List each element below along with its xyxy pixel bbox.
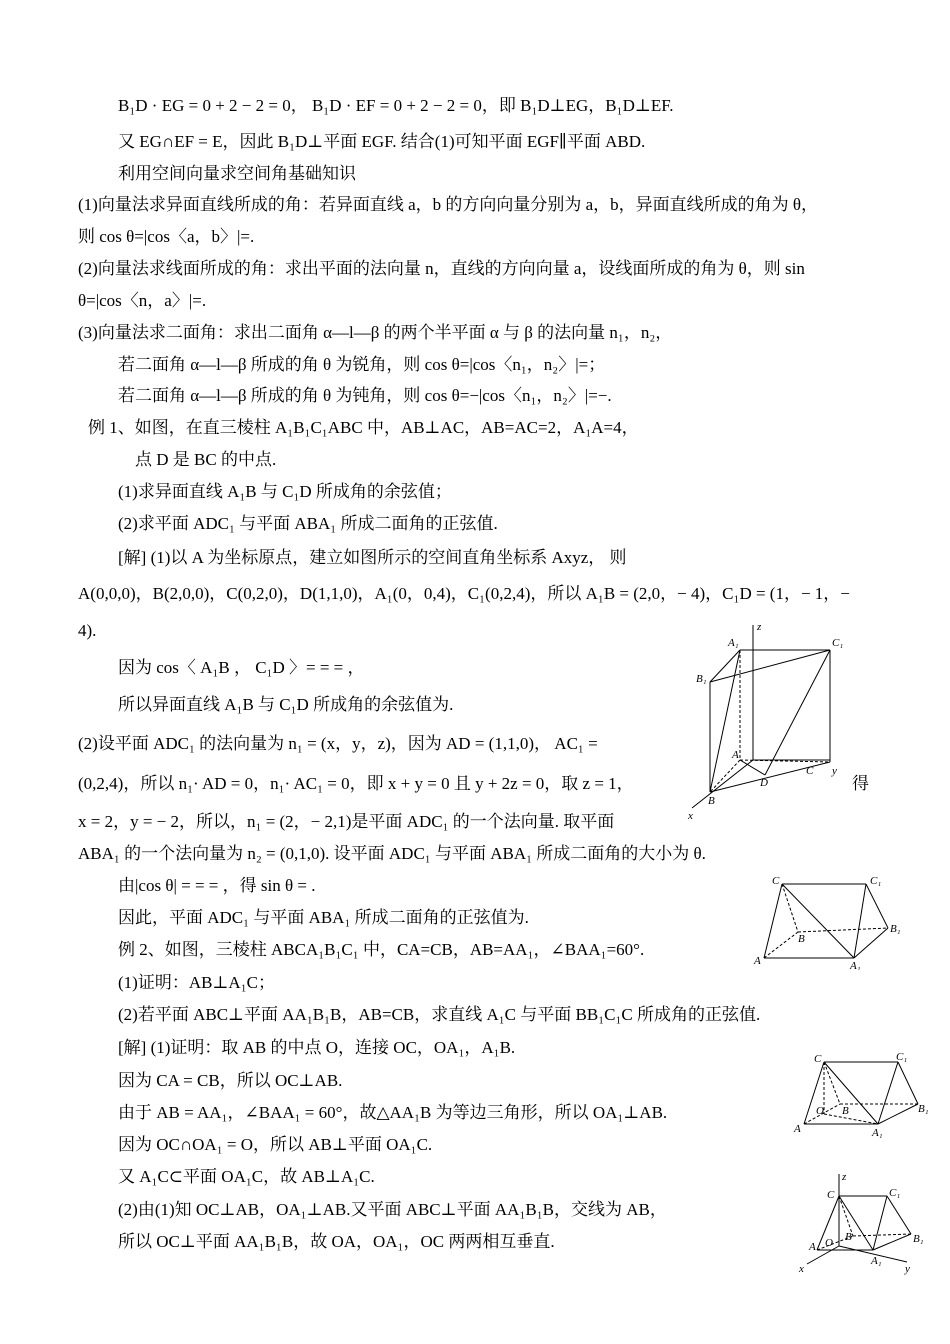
fig1-label-A1: A₁ [728,637,739,649]
fig1-label-C: C [806,765,814,777]
fig2-label-C: C [772,875,780,887]
fig1-label-B1: B₁ [696,673,707,685]
fig3-label-B1: B₁ [918,1103,929,1115]
text-line: 若二面角 α—l—β 所成的角 θ 为钝角，则 cos θ=−|cos〈n₁，n₂〉|=−. [118,386,612,405]
fig4-label-B1: B₁ [913,1233,924,1245]
text-line: 所以 OC⊥平面 AA₁B₁B，故 OA，OA₁，OC 两两相互垂直. [118,1232,555,1251]
text-line: 由|cos θ| = = = ，得 sin θ = . [118,876,316,895]
text-line: (1)向量法求异面直线所成的角：若异面直线 a，b 的方向向量分别为 a，b，异面直线所成的角为 θ， [78,195,819,214]
text-line: 又 EG∩EF = E，因此 B₁D⊥平面 EGF. 结合(1)可知平面 EGF∥平面 ABD. [118,132,646,151]
fig1-label-A: A [732,749,739,761]
text-line: A(0,0,0)，B(2,0,0)，C(0,2,0)，D(1,1,0)，A₁(0，0,4)，C₁(0,2,4)，所以 A₁B = (2,0，− 4)，C₁D = (1，− 1，− [78,584,850,603]
fig3-label-A1: A₁ [872,1127,883,1139]
fig1-label-C1: C₁ [832,637,844,649]
text-line: 因此，平面 ADC₁ 与平面 ABA₁ 所成二面角的正弦值为. [118,908,529,927]
prism-figure-4 [795,1168,940,1278]
fig2-label-A1: A₁ [850,960,861,970]
example-title: 例 2、如图，三棱柱 ABCA₁B₁C₁ 中，CA=CB，AB=AA₁，∠BAA₁=60°. [118,940,645,959]
fig2-label-B1: B₁ [890,923,901,935]
text-line: 所以异面直线 A₁B 与 C₁D 所成角的余弦值为. [118,695,454,714]
text-line: 又 A₁C⊂平面 OA₁C，故 AB⊥A₁C. [118,1167,375,1186]
text-line: 4). [78,621,97,640]
text-line: ABA₁ 的一个法向量为 n₂ = (0,1,0). 设平面 ADC₁ 与平面 ABA₁ 所成二面角的大小为 θ. [78,844,706,863]
fig3-label-A: A [794,1123,801,1135]
fig1-label-z: z [757,621,762,633]
fig4-label-A: A [809,1241,816,1253]
fig3-label-B: B [842,1105,849,1117]
text-line: (3)向量法求二面角：求出二面角 α—l—β 的两个半平面 α 与 β 的法向量 n₁，n₂， [78,323,673,342]
text-line: 若二面角 α—l—β 所成的角 θ 为锐角，则 cos θ=|cos〈n₁，n₂〉|=； [118,355,606,374]
text-line: B₁D · EG = 0 + 2 − 2 = 0， B₁D · EF = 0 + 2 − 2 = 0，即 B₁D⊥EG，B₁D⊥EF. [118,96,674,115]
fig4-label-z: z [842,1171,847,1183]
fig4-label-y: y [905,1263,910,1275]
fig4-label-C1: C₁ [889,1187,901,1199]
solution-line: [解] (1)以 A 为坐标原点，建立如图所示的空间直角坐标系 Axyz， 则 [118,548,627,567]
fig2-label-A: A [754,955,761,967]
fig3-label-O: O [816,1105,824,1117]
text-line: 由于 AB = AA₁，∠BAA₁ = 60°，故△AA₁B 为等边三角形，所以 OA₁⊥AB. [118,1103,668,1122]
text-line: θ=|cos〈n，a〉|=. [78,291,207,310]
fig4-label-B: B [845,1231,852,1243]
fig1-label-B: B [708,795,715,807]
text-line: (2)向量法求线面所成的角：求出平面的法向量 n，直线的方向向量 a，设线面所成的角为 θ，则 sin [78,259,805,278]
prism-figure-3 [790,1048,940,1143]
fig1-label-y: y [832,765,837,777]
text-line: 则 cos θ=|cos〈a，b〉|=. [78,227,255,246]
text-line: (1)求异面直线 A₁B 与 C₁D 所成角的余弦值； [118,482,452,501]
fig1-label-D: D [760,777,768,789]
prism-figure-2 [752,870,912,970]
solution-line: [解] (1)证明：取 AB 的中点 O，连接 OC，OA₁，A₁B. [118,1038,516,1057]
section-heading: 利用空间向量求空间角基础知识 [118,164,356,184]
text-line: (2)求平面 ADC₁ 与平面 ABA₁ 所成二面角的正弦值. [118,514,498,533]
fig3-label-C: C [814,1053,822,1065]
fig2-label-B: B [798,933,805,945]
text-line: (2)设平面 ADC₁ 的法向量为 n₁ = (x，y，z)，因为 AD = (1,1,0)， AC₁ = [78,734,598,753]
fig2-label-C1: C₁ [870,875,882,887]
text-line: 因为 CA = CB，所以 OC⊥AB. [118,1071,343,1090]
text-line: 因为 OC∩OA₁ = O，所以 AB⊥平面 OA₁C. [118,1135,433,1154]
fig3-label-C1: C₁ [896,1051,908,1063]
text-line: 因为 cos〈 A₁B ， C₁D 〉= = = ， [118,658,365,677]
fig4-label-C: C [827,1189,835,1201]
prism-figure-1 [680,620,850,820]
text-line: (1)证明：AB⊥A₁C； [118,973,275,992]
text-line: (2)若平面 ABC⊥平面 AA₁B₁B，AB=CB，求直线 A₁C 与平面 BB₁C₁C 所成角的正弦值. [118,1005,761,1024]
text-line: 点 D 是 BC 的中点. [135,450,277,469]
text-line: x = 2，y = − 2，所以，n₁ = (2，− 2,1)是平面 ADC₁ 的一个法向量. 取平面 [78,812,615,831]
fig1-label-x: x [688,810,693,820]
fig4-label-A1: A₁ [871,1255,882,1267]
fig4-label-x: x [799,1263,804,1275]
fig4-label-O: O [825,1237,833,1249]
text-line: (2)由(1)知 OC⊥AB，OA₁⊥AB.又平面 ABC⊥平面 AA₁B₁B，交线为 AB， [118,1200,667,1219]
example-title: 例 1、如图，在直三棱柱 A₁B₁C₁ABC 中，AB⊥AC，AB=AC=2，A₁A=4， [88,418,639,437]
text-line: (0,2,4)，所以 n₁· AD = 0，n₁· AC₁ = 0，即 x + y = 0 且 y + 2z = 0，取 z = 1， [78,774,634,793]
text-line: 得 [852,774,869,793]
